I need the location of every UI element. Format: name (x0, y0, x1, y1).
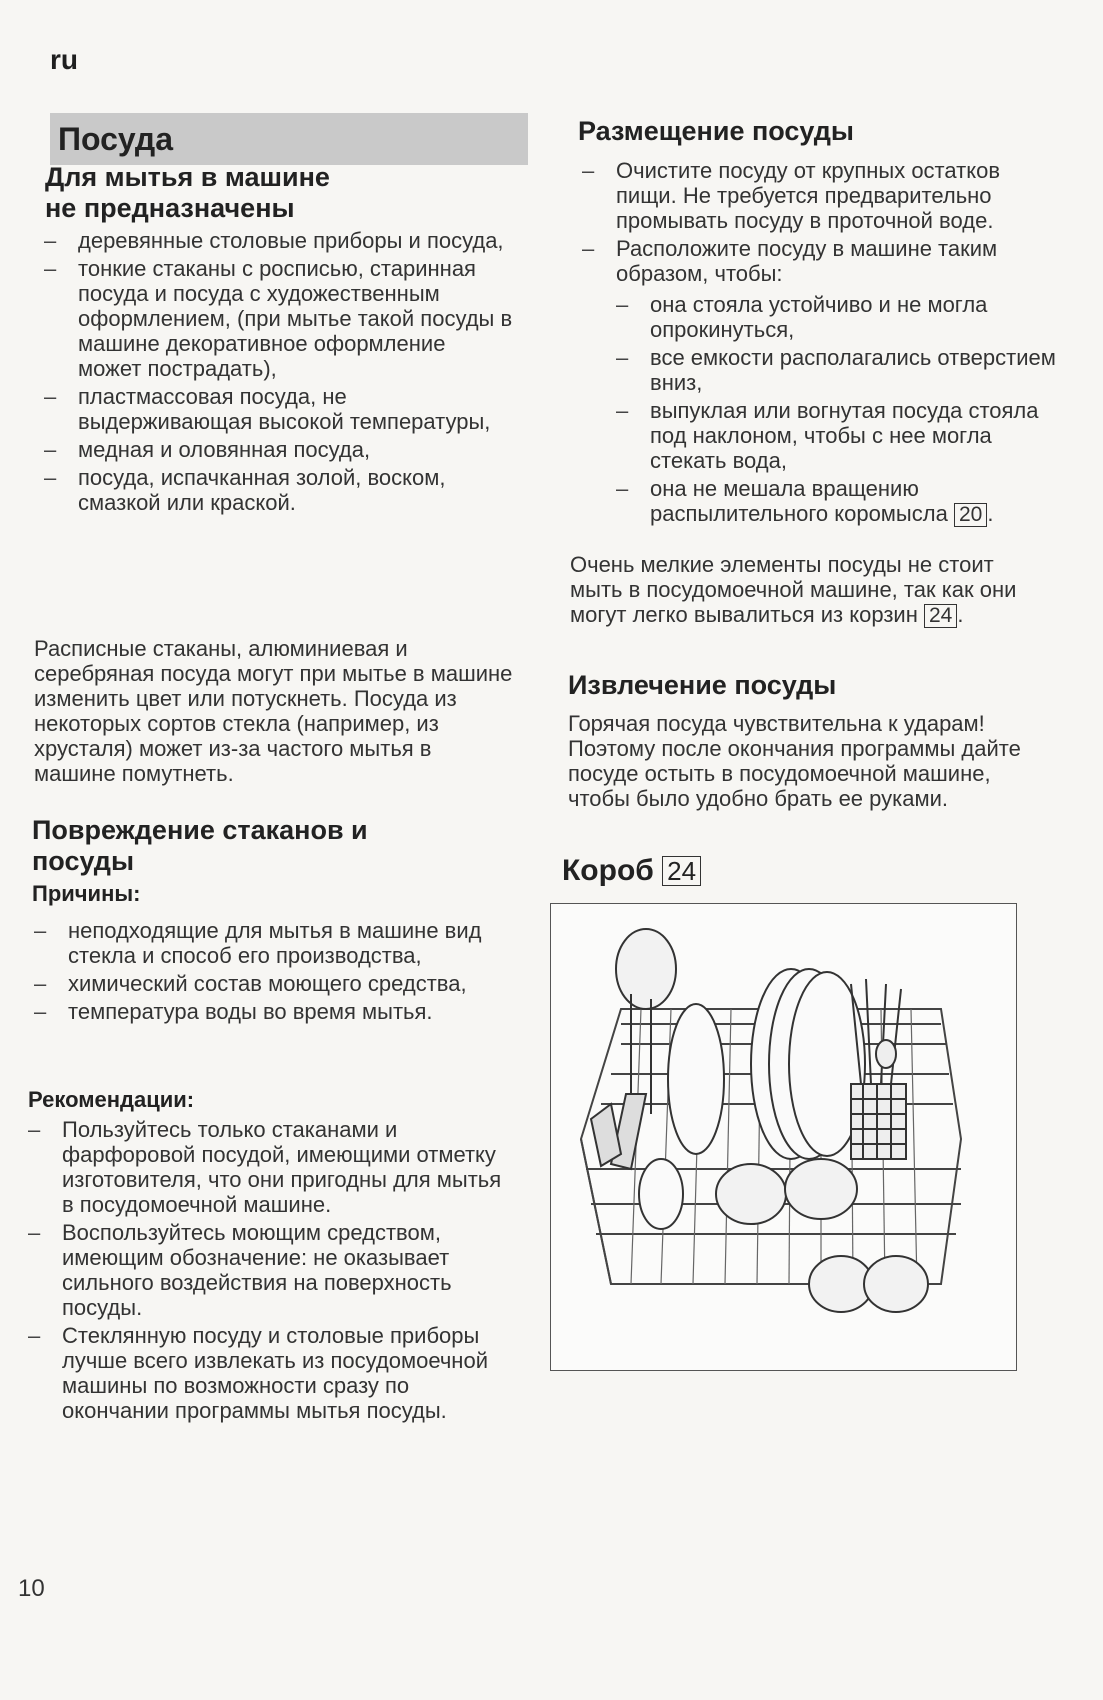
basket-heading-text: Короб (562, 854, 654, 887)
list-item (572, 236, 1062, 527)
list-item: – медная и оловянная посуда, (34, 437, 514, 462)
recommendations-list-block (18, 1117, 514, 1426)
list-item: – неподходящие для мытья в машине вид стекла и способ его производства, (24, 918, 514, 968)
list-item-text: она не мешала вращению распылительного коромысла (650, 476, 948, 526)
placement-sublist (612, 292, 1062, 527)
list-item: – Пользуйтесь только стаканами и фарфоровой посудой, имеющими отметку изготовителя, что они пригодны для мытья в посудомоечной машине. (18, 1117, 514, 1217)
placement-list (572, 158, 1062, 527)
not-suitable-heading: Для мытья в машине не предназначены (45, 162, 330, 223)
not-suitable-block (45, 162, 515, 224)
basket-drawing (551, 904, 1015, 1369)
causes-list-block (24, 918, 514, 1027)
basket-illustration (550, 903, 1017, 1371)
list-item: – температура воды во время мытья. (24, 999, 514, 1024)
list-item: – все емкости располагались отверстием вниз, (612, 345, 1062, 395)
recommendations-list (18, 1117, 514, 1423)
list-item: – она не мешала вращению распылительного коромысла 20 . (612, 476, 1062, 527)
ref-basket: 24 (924, 604, 957, 628)
list-item: – деревянные столовые приборы и посуда, (34, 228, 514, 253)
page-number: 10 (18, 1575, 45, 1602)
removal-block (568, 670, 1048, 811)
placement-list-block (572, 158, 1062, 530)
basket-heading (562, 855, 862, 886)
not-suitable-note: Расписные стаканы, алюминиевая и серебряная посуда могут при мытье в машине изменить цвет или потускнеть. Посуда из некоторых сортов стекла (например, из хрусталя) может из-за частого мытья в машине помутнеть. (34, 636, 513, 786)
list-item: – посуда, испачканная золой, воском, смазкой или краской. (34, 465, 514, 515)
removal-heading: Извлечение посуды (568, 670, 837, 700)
list-item: – она стояла устойчиво и не могла опрокинуться, (612, 292, 1062, 342)
list-item: – тонкие стаканы с росписью, старинная посуда и посуда с художественным оформлением, (при мытье такой посуды в машине декоративное оформление может пострадать), (34, 256, 514, 381)
section-title: Посуда (50, 113, 528, 165)
damage-block (32, 815, 512, 907)
small-parts-note: Очень мелкие элементы посуды не стоит мыть в посудомоечной машине, так как они могут легко вывалиться из корзин 24 . (570, 552, 1017, 627)
recommendations-block (28, 1087, 518, 1113)
recommendations-label: Рекомендации: (28, 1087, 195, 1112)
list-item: – выпуклая или вогнутая посуда стояла под наклоном, чтобы с нее могла стекать вода, (612, 398, 1062, 473)
removal-text: Горячая посуда чувствительна к ударам! Поэтому после окончания программы дайте посуде остыть в посудомоечной машине, чтобы было удобно брать ее руками. (568, 711, 1021, 811)
not-suitable-list-block (34, 228, 514, 518)
not-suitable-note-block (34, 636, 514, 786)
small-parts-block (570, 552, 1050, 628)
causes-label: Причины: (32, 881, 141, 906)
list-item-text: Расположите посуду в машине таким образом, чтобы: (616, 236, 998, 286)
language-code: ru (50, 44, 78, 75)
small-parts-text: Очень мелкие элементы посуды не стоит мыть в посудомоечной машине, так как они могут легко вывалиться из корзин (570, 552, 1017, 627)
causes-list (24, 918, 514, 1024)
not-suitable-list (34, 228, 514, 515)
ref-basket-heading: 24 (662, 856, 701, 886)
placement-block (578, 116, 1048, 147)
ref-spray-arm: 20 (954, 503, 987, 527)
list-item: – химический состав моющего средства, (24, 971, 514, 996)
list-item: – Очистите посуду от крупных остатков пищи. Не требуется предварительно промывать посуду в проточной воде. (572, 158, 1062, 233)
list-item: – пластмассовая посуда, не выдерживающая высокой температуры, (34, 384, 514, 434)
damage-heading: Повреждение стаканов и посуды (32, 815, 368, 876)
basket-heading-block (562, 855, 862, 886)
list-item: – Воспользуйтесь моющим средством, имеющим обозначение: не оказывает сильного воздействия на поверхность посуды. (18, 1220, 514, 1320)
placement-heading: Размещение посуды (578, 116, 854, 146)
list-item: – Стеклянную посуду и столовые приборы лучше всего извлекать из посудомоечной машины по возможности сразу по окончании программы мытья посуды. (18, 1323, 514, 1423)
